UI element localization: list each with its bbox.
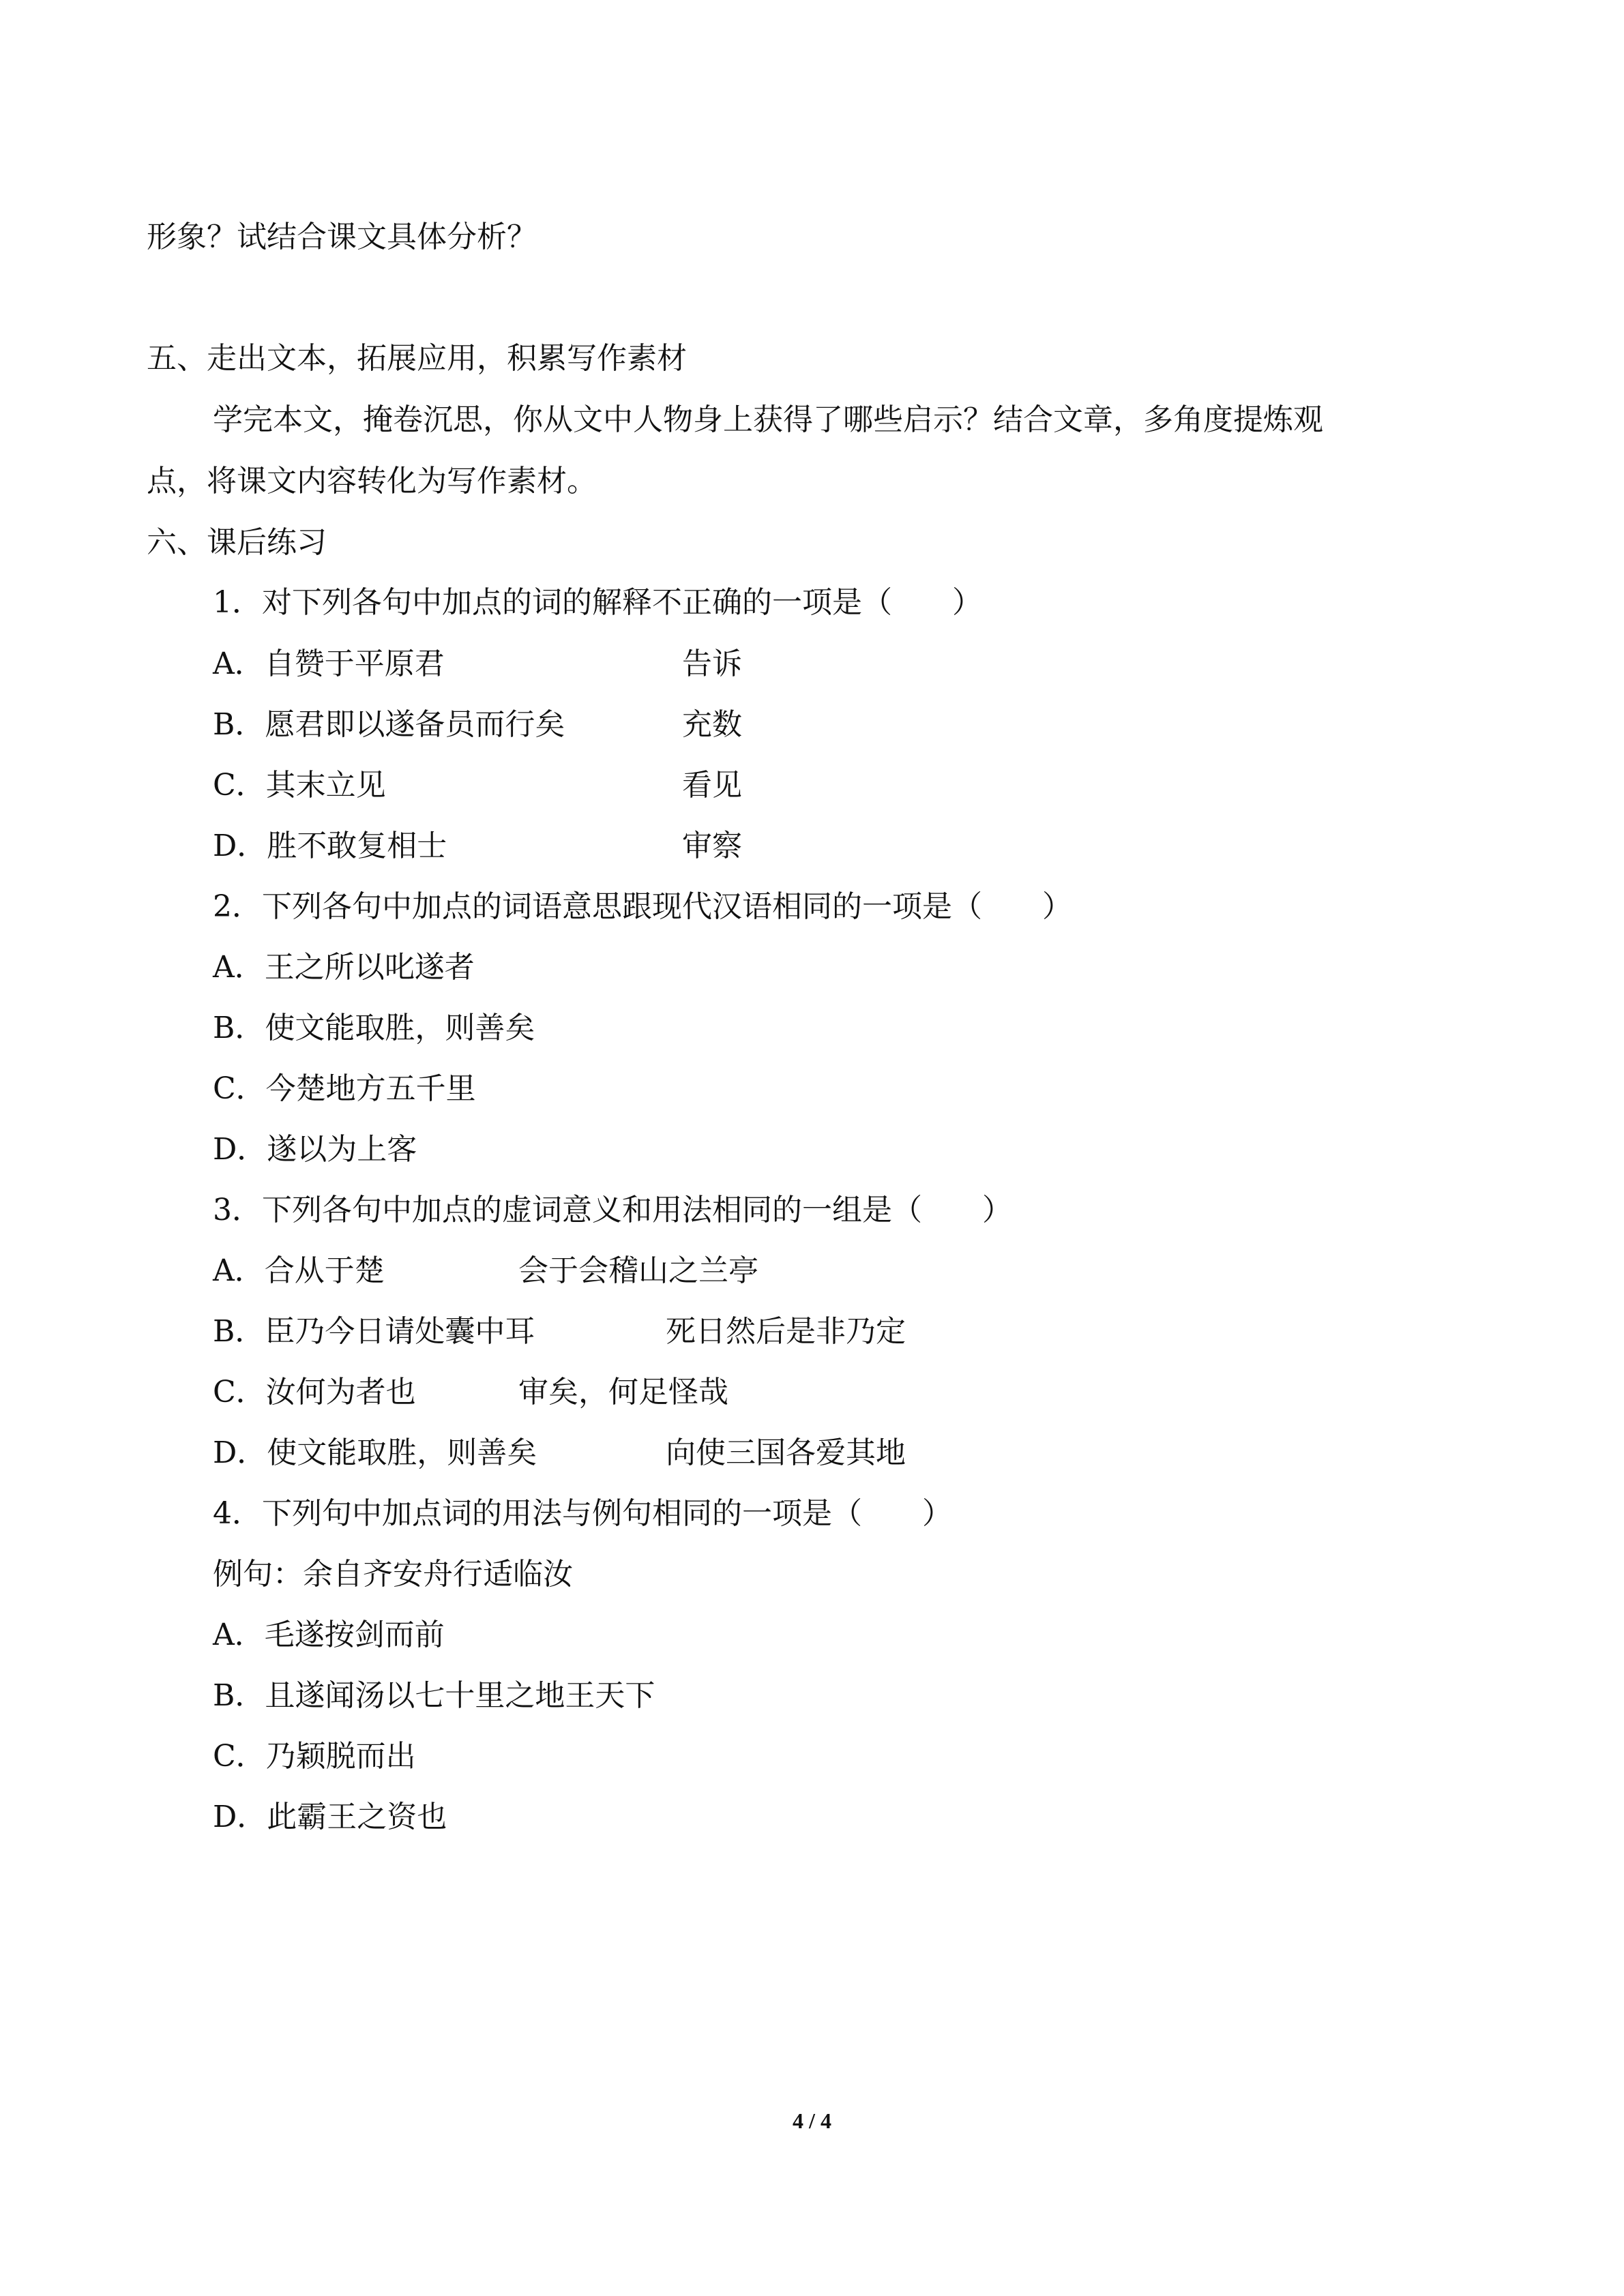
q1-option-a-text: A．自赞于平原君	[213, 646, 445, 681]
q4-option-c: C．乃颖脱而出	[213, 1739, 416, 1774]
q3-option-c-sentence1: C．汝何为者也	[213, 1375, 416, 1410]
q3-option-b-sentence2: 死日然后是非乃定	[666, 1314, 906, 1349]
q3-option-a-sentence2: 会于会稽山之兰亭	[518, 1253, 758, 1288]
q3-option-c-sentence2: 审矣，何足怪哉	[518, 1375, 728, 1410]
q1-option-b-text: B．愿君即以遂备员而行矣	[213, 707, 565, 742]
q1-option-b-gloss: 充数	[682, 707, 742, 742]
q2-option-c: C．今楚地方五千里	[213, 1071, 476, 1106]
section5-paragraph-line1: 学完本文，掩卷沉思，你从文中人物身上获得了哪些启示？结合文章，多角度提炼观	[213, 402, 1323, 437]
section5-paragraph-line2: 点，将课文内容转化为写作素材。	[147, 464, 597, 498]
q3-option-d-sentence1: D．使文能取胜，则善矣	[213, 1435, 537, 1470]
q1-option-d-gloss: 审察	[682, 829, 742, 863]
q4-option-d: D．此霸王之资也	[213, 1800, 447, 1834]
intro-continuation: 形象？试结合课文具体分析？	[147, 220, 537, 254]
q1-stem: 1．对下列各句中加点的词的解释不正确的一项是（ ）	[213, 585, 982, 620]
q4-example: 例句：余自齐安舟行适临汝	[213, 1557, 573, 1592]
q1-option-d-text: D．胜不敢复相士	[213, 829, 447, 863]
q4-option-b: B．且遂闻汤以七十里之地王天下	[213, 1678, 655, 1713]
q2-stem: 2．下列各句中加点的词语意思跟现代汉语相同的一项是（ ）	[213, 889, 1072, 924]
q2-option-b: B．使文能取胜，则善矣	[213, 1011, 535, 1045]
q1-option-c-gloss: 看见	[682, 768, 742, 803]
q4-stem: 4．下列句中加点词的用法与例句相同的一项是（ ）	[213, 1496, 952, 1531]
q4-option-a: A．毛遂按剑而前	[213, 1617, 445, 1652]
q3-option-a-sentence1: A．合从于楚	[213, 1253, 385, 1288]
q2-option-a: A．王之所以叱遂者	[213, 950, 475, 985]
q3-stem: 3．下列各句中加点的虚词意义和用法相同的一组是（ ）	[213, 1193, 1012, 1227]
q3-option-d-sentence2: 向使三国各爱其地	[666, 1435, 906, 1470]
q1-option-c-text: C．其末立见	[213, 768, 386, 803]
q3-option-b-sentence1: B．臣乃今日请处囊中耳	[213, 1314, 535, 1349]
q1-option-a-gloss: 告诉	[682, 646, 742, 681]
q2-option-d: D．遂以为上客	[213, 1132, 417, 1167]
section5-heading: 五、走出文本，拓展应用，积累写作素材	[147, 341, 687, 376]
section6-heading: 六、课后练习	[147, 525, 327, 560]
page-number: 4 / 4	[793, 2108, 831, 2133]
